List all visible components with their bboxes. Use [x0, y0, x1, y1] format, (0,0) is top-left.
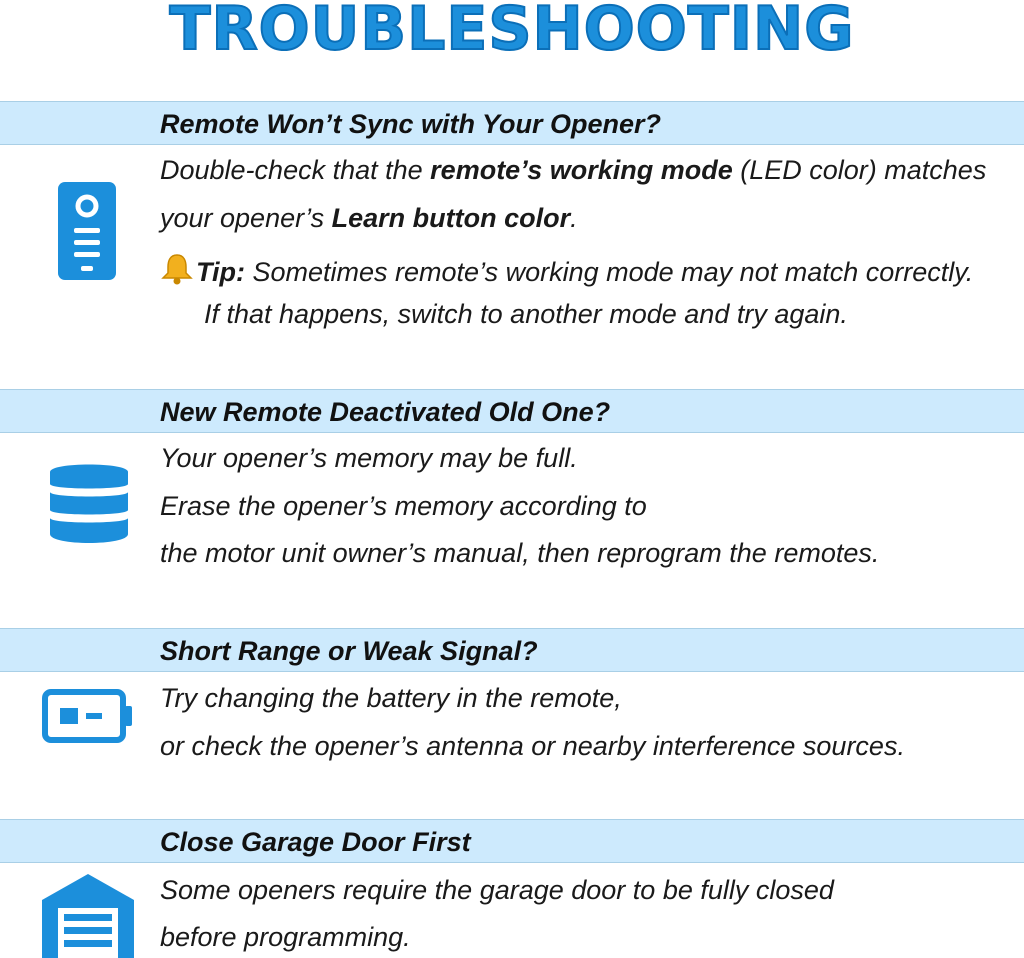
page-title: TROUBLESHOOTING — [169, 0, 855, 64]
section-text-line: before programming. — [160, 922, 411, 952]
section-header-deactivated — [0, 389, 1024, 433]
section-text-line: your opener’s Learn button color. — [160, 203, 578, 233]
section-text-line: Double-check that the remote’s working mode (LED color) matches — [160, 155, 987, 185]
section-header-sync — [0, 101, 1024, 145]
section-header-garage — [0, 819, 1024, 863]
section-text-line: or check the opener’s antenna or nearby interference sources. — [160, 731, 905, 761]
section-text-line: Your opener’s memory may be full. — [160, 443, 578, 473]
section-text-line: Erase the opener’s memory according to — [160, 491, 647, 521]
section-heading: Close Garage Door First — [160, 827, 471, 857]
bell-icon — [160, 253, 194, 285]
section-text-line: Try changing the battery in the remote, — [160, 683, 622, 713]
battery-icon — [42, 689, 134, 743]
section-text-line: the motor unit owner’s manual, then reprogram the remotes. — [160, 538, 880, 568]
section-heading: Short Range or Weak Signal? — [160, 636, 538, 666]
database-icon — [50, 460, 128, 546]
garage-icon — [42, 872, 134, 958]
section-heading: New Remote Deactivated Old One? — [160, 397, 611, 427]
section-heading: Remote Won’t Sync with Your Opener? — [160, 109, 662, 139]
tip-line: Tip: Sometimes remote’s working mode may not match correctly. — [160, 253, 973, 288]
section-text-line: Some openers require the garage door to be fully closed — [160, 875, 834, 905]
remote-icon — [58, 182, 116, 280]
section-header-range — [0, 628, 1024, 672]
tip-line-2: If that happens, switch to another mode and try again. — [204, 299, 848, 329]
